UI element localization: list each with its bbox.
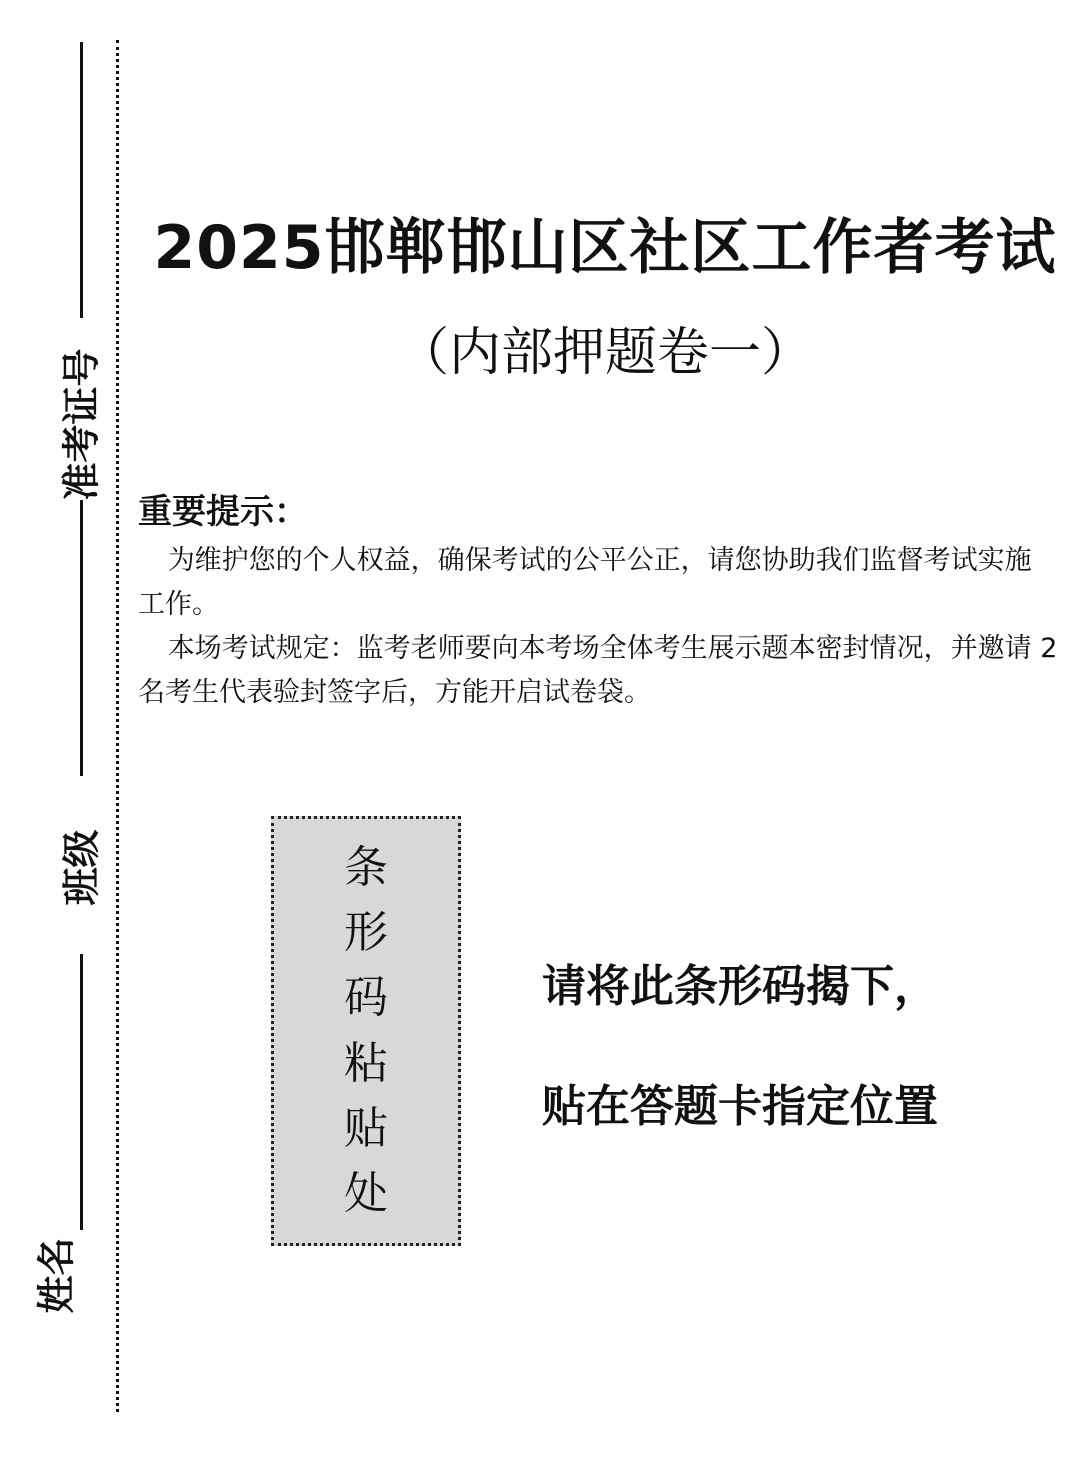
exam-title: 2025邯郸邯山区社区工作者考试 — [153, 213, 1057, 283]
barcode-area-char: 条 — [344, 842, 388, 894]
barcode-instruction-line1: 请将此条形码揭下， — [542, 961, 938, 1012]
barcode-instruction-line2: 贴在答题卡指定位置 — [542, 1081, 938, 1132]
name-label: 姓名 — [34, 1237, 79, 1314]
barcode-area-char: 粘 — [344, 1037, 388, 1089]
barcode-area-char: 码 — [344, 972, 388, 1024]
exam-subtitle: （内部押题卷一） — [396, 323, 813, 383]
exam-id-write-line[interactable] — [80, 42, 83, 318]
barcode-sticker-area — [271, 816, 461, 1246]
notice-paragraph: 本场考试规定：监考老师要向本考场全体考生展示题本密封情况，并邀请 2名考生代表验封签字后，方能开启试卷袋。 — [138, 633, 1058, 708]
notice-heading: 重要提示： — [138, 492, 308, 532]
seal-dotted-line — [116, 40, 119, 1412]
class-label: 班级 — [59, 829, 104, 906]
exam-id-extension-line — [80, 500, 83, 776]
binding-margin — [0, 0, 130, 1458]
important-notice — [138, 484, 1058, 715]
barcode-area-char: 形 — [344, 907, 388, 959]
barcode-area-char: 处 — [344, 1167, 388, 1219]
barcode-area-char: 贴 — [344, 1102, 388, 1154]
notice-paragraph: 为维护您的个人权益，确保考试的公平公正，请您协助我们监督考试实施工作。 — [138, 545, 1032, 620]
exam-id-label: 准考证号 — [59, 348, 104, 501]
